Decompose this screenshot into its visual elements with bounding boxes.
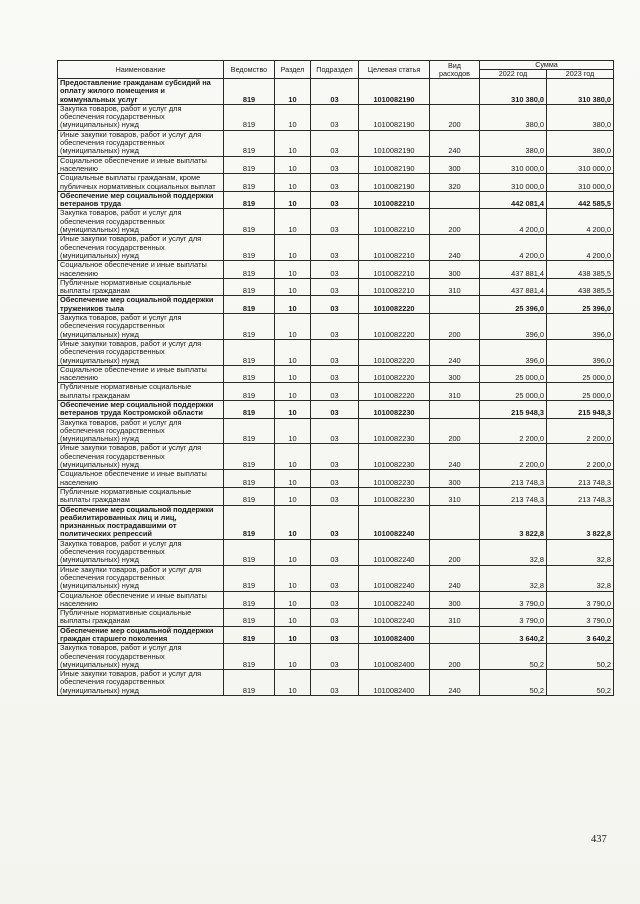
cell-razdel: 10 (275, 261, 311, 279)
cell-expense-type: 310 (430, 278, 480, 296)
cell-razdel: 10 (275, 130, 311, 156)
cell-target-article: 1010082220 (359, 296, 430, 314)
cell-podrazdel: 03 (311, 314, 359, 340)
cell-target-article: 1010082220 (359, 314, 430, 340)
cell-podrazdel: 03 (311, 191, 359, 209)
cell-vedomstvo: 819 (224, 365, 275, 383)
cell-expense-type: 200 (430, 644, 480, 670)
table-row (58, 278, 614, 296)
cell-target-article: 1010082230 (359, 487, 430, 505)
cell-vedomstvo: 819 (224, 235, 275, 261)
cell-vedomstvo: 819 (224, 339, 275, 365)
cell-target-article: 1010082240 (359, 609, 430, 627)
table-row (58, 626, 614, 644)
cell-sum-2022: 442 081,4 (480, 191, 547, 209)
cell-name: Публичные нормативные социальные выплаты гражданам (58, 487, 224, 505)
cell-podrazdel: 03 (311, 505, 359, 539)
cell-sum-2022: 3 790,0 (480, 591, 547, 609)
cell-sum-2023: 310 000,0 (547, 174, 614, 192)
table-row (58, 174, 614, 192)
cell-target-article: 1010082210 (359, 191, 430, 209)
cell-vedomstvo: 819 (224, 670, 275, 696)
cell-vedomstvo: 819 (224, 156, 275, 174)
cell-podrazdel: 03 (311, 444, 359, 470)
cell-vedomstvo: 819 (224, 487, 275, 505)
cell-expense-type: 240 (430, 670, 480, 696)
table-row (58, 383, 614, 401)
header-target-article: Целевая статья (359, 61, 430, 79)
table-row (58, 314, 614, 340)
header-expense-type: Вид расходов (430, 61, 480, 79)
cell-target-article: 1010082230 (359, 444, 430, 470)
cell-expense-type: 240 (430, 339, 480, 365)
cell-sum-2023: 3 640,2 (547, 626, 614, 644)
table-row (58, 191, 614, 209)
cell-name: Закупка товаров, работ и услуг для обеспечения государственных (муниципальных) нужд (58, 314, 224, 340)
cell-sum-2022: 310 000,0 (480, 174, 547, 192)
cell-name: Публичные нормативные социальные выплаты гражданам (58, 278, 224, 296)
cell-podrazdel: 03 (311, 470, 359, 488)
header-podrazdel: Подраздел (311, 61, 359, 79)
cell-podrazdel: 03 (311, 174, 359, 192)
budget-table (57, 60, 614, 696)
cell-name: Социальное обеспечение и иные выплаты населению (58, 261, 224, 279)
cell-razdel: 10 (275, 670, 311, 696)
cell-sum-2022: 213 748,3 (480, 470, 547, 488)
cell-vedomstvo: 819 (224, 209, 275, 235)
cell-vedomstvo: 819 (224, 444, 275, 470)
cell-vedomstvo: 819 (224, 79, 275, 105)
header-year-2023: 2023 год (547, 70, 614, 79)
cell-razdel: 10 (275, 191, 311, 209)
cell-name: Публичные нормативные социальные выплаты гражданам (58, 609, 224, 627)
cell-sum-2023: 2 200,0 (547, 444, 614, 470)
cell-target-article: 1010082400 (359, 626, 430, 644)
cell-sum-2023: 25 396,0 (547, 296, 614, 314)
cell-razdel: 10 (275, 539, 311, 565)
table-row (58, 609, 614, 627)
cell-expense-type: 300 (430, 591, 480, 609)
cell-name: Иные закупки товаров, работ и услуг для обеспечения государственных (муниципальных) нужд (58, 235, 224, 261)
cell-razdel: 10 (275, 470, 311, 488)
cell-name: Закупка товаров, работ и услуг для обеспечения государственных (муниципальных) нужд (58, 539, 224, 565)
page-number: 437 (591, 834, 607, 845)
cell-sum-2023: 396,0 (547, 339, 614, 365)
table-row (58, 209, 614, 235)
cell-name: Обеспечение мер социальной поддержки реабилитированных лиц и лиц, признанных пострадавшими от политических репрессий (58, 505, 224, 539)
cell-sum-2023: 310 000,0 (547, 156, 614, 174)
table-row (58, 418, 614, 444)
cell-podrazdel: 03 (311, 539, 359, 565)
table-row (58, 644, 614, 670)
cell-razdel: 10 (275, 104, 311, 130)
table-row (58, 296, 614, 314)
cell-podrazdel: 03 (311, 261, 359, 279)
cell-podrazdel: 03 (311, 79, 359, 105)
cell-razdel: 10 (275, 296, 311, 314)
cell-podrazdel: 03 (311, 626, 359, 644)
cell-podrazdel: 03 (311, 383, 359, 401)
cell-target-article: 1010082220 (359, 365, 430, 383)
cell-expense-type (430, 296, 480, 314)
cell-podrazdel: 03 (311, 235, 359, 261)
cell-sum-2023: 442 585,5 (547, 191, 614, 209)
cell-target-article: 1010082210 (359, 261, 430, 279)
cell-expense-type (430, 191, 480, 209)
header-name: Наименование (58, 61, 224, 79)
cell-expense-type: 300 (430, 470, 480, 488)
table-row (58, 365, 614, 383)
cell-razdel: 10 (275, 365, 311, 383)
cell-name: Предоставление гражданам субсидий на оплату жилого помещения и коммунальных услуг (58, 79, 224, 105)
cell-vedomstvo: 819 (224, 296, 275, 314)
cell-target-article: 1010082220 (359, 339, 430, 365)
cell-vedomstvo: 819 (224, 505, 275, 539)
cell-sum-2022: 437 881,4 (480, 261, 547, 279)
cell-razdel: 10 (275, 339, 311, 365)
cell-vedomstvo: 819 (224, 591, 275, 609)
cell-podrazdel: 03 (311, 296, 359, 314)
cell-vedomstvo: 819 (224, 174, 275, 192)
cell-sum-2023: 32,8 (547, 565, 614, 591)
cell-podrazdel: 03 (311, 156, 359, 174)
cell-vedomstvo: 819 (224, 104, 275, 130)
table-row (58, 156, 614, 174)
cell-sum-2022: 32,8 (480, 565, 547, 591)
cell-sum-2023: 213 748,3 (547, 487, 614, 505)
table-row (58, 261, 614, 279)
cell-name: Иные закупки товаров, работ и услуг для обеспечения государственных (муниципальных) нужд (58, 565, 224, 591)
cell-target-article: 1010082190 (359, 79, 430, 105)
cell-vedomstvo: 819 (224, 626, 275, 644)
cell-expense-type: 300 (430, 365, 480, 383)
cell-name: Обеспечение мер социальной поддержки граждан старшего поколения (58, 626, 224, 644)
cell-target-article: 1010082230 (359, 418, 430, 444)
cell-name: Социальное обеспечение и иные выплаты населению (58, 156, 224, 174)
cell-podrazdel: 03 (311, 209, 359, 235)
cell-expense-type (430, 400, 480, 418)
cell-name: Публичные нормативные социальные выплаты гражданам (58, 383, 224, 401)
cell-vedomstvo: 819 (224, 314, 275, 340)
cell-expense-type: 240 (430, 235, 480, 261)
cell-sum-2023: 2 200,0 (547, 418, 614, 444)
cell-target-article: 1010082240 (359, 591, 430, 609)
cell-vedomstvo: 819 (224, 130, 275, 156)
table-row (58, 104, 614, 130)
table-header (58, 61, 614, 79)
cell-sum-2023: 438 385,5 (547, 261, 614, 279)
cell-podrazdel: 03 (311, 565, 359, 591)
cell-sum-2022: 4 200,0 (480, 235, 547, 261)
cell-vedomstvo: 819 (224, 470, 275, 488)
cell-expense-type: 200 (430, 539, 480, 565)
cell-sum-2023: 3 822,8 (547, 505, 614, 539)
table-body (58, 79, 614, 696)
cell-sum-2022: 2 200,0 (480, 444, 547, 470)
cell-name: Обеспечение мер социальной поддержки тружеников тыла (58, 296, 224, 314)
cell-sum-2023: 396,0 (547, 314, 614, 340)
cell-target-article: 1010082240 (359, 505, 430, 539)
cell-sum-2022: 2 200,0 (480, 418, 547, 444)
table-row (58, 235, 614, 261)
cell-expense-type (430, 79, 480, 105)
cell-razdel: 10 (275, 444, 311, 470)
cell-vedomstvo: 819 (224, 644, 275, 670)
cell-sum-2022: 3 790,0 (480, 609, 547, 627)
cell-expense-type: 240 (430, 444, 480, 470)
table-row (58, 79, 614, 105)
cell-sum-2022: 213 748,3 (480, 487, 547, 505)
cell-podrazdel: 03 (311, 609, 359, 627)
table-row (58, 400, 614, 418)
cell-target-article: 1010082190 (359, 130, 430, 156)
table-row (58, 444, 614, 470)
cell-sum-2022: 215 948,3 (480, 400, 547, 418)
cell-razdel: 10 (275, 418, 311, 444)
cell-sum-2023: 3 790,0 (547, 591, 614, 609)
cell-razdel: 10 (275, 383, 311, 401)
cell-razdel: 10 (275, 209, 311, 235)
cell-sum-2023: 25 000,0 (547, 383, 614, 401)
cell-sum-2023: 4 200,0 (547, 235, 614, 261)
cell-name: Социальное обеспечение и иные выплаты населению (58, 470, 224, 488)
cell-name: Социальное обеспечение и иные выплаты населению (58, 365, 224, 383)
cell-razdel: 10 (275, 505, 311, 539)
cell-sum-2022: 50,2 (480, 644, 547, 670)
cell-sum-2023: 215 948,3 (547, 400, 614, 418)
cell-expense-type: 200 (430, 418, 480, 444)
cell-name: Обеспечение мер социальной поддержки ветеранов труда (58, 191, 224, 209)
cell-expense-type: 320 (430, 174, 480, 192)
cell-name: Социальные выплаты гражданам, кроме публичных нормативных социальных выплат (58, 174, 224, 192)
cell-vedomstvo: 819 (224, 418, 275, 444)
cell-sum-2022: 25 000,0 (480, 365, 547, 383)
cell-sum-2023: 438 385,5 (547, 278, 614, 296)
cell-razdel: 10 (275, 79, 311, 105)
cell-name: Закупка товаров, работ и услуг для обеспечения государственных (муниципальных) нужд (58, 418, 224, 444)
cell-vedomstvo: 819 (224, 278, 275, 296)
cell-target-article: 1010082210 (359, 278, 430, 296)
cell-razdel: 10 (275, 626, 311, 644)
cell-name: Иные закупки товаров, работ и услуг для обеспечения государственных (муниципальных) нужд (58, 339, 224, 365)
cell-podrazdel: 03 (311, 365, 359, 383)
cell-sum-2023: 310 380,0 (547, 79, 614, 105)
cell-podrazdel: 03 (311, 130, 359, 156)
cell-name: Закупка товаров, работ и услуг для обеспечения государственных (муниципальных) нужд (58, 644, 224, 670)
cell-podrazdel: 03 (311, 278, 359, 296)
table-row (58, 505, 614, 539)
cell-podrazdel: 03 (311, 591, 359, 609)
cell-podrazdel: 03 (311, 644, 359, 670)
cell-target-article: 1010082240 (359, 565, 430, 591)
cell-vedomstvo: 819 (224, 261, 275, 279)
cell-razdel: 10 (275, 278, 311, 296)
cell-sum-2022: 50,2 (480, 670, 547, 696)
cell-expense-type: 240 (430, 130, 480, 156)
cell-target-article: 1010082400 (359, 644, 430, 670)
cell-vedomstvo: 819 (224, 383, 275, 401)
cell-razdel: 10 (275, 565, 311, 591)
header-razdel: Раздел (275, 61, 311, 79)
cell-name: Закупка товаров, работ и услуг для обеспечения государственных (муниципальных) нужд (58, 209, 224, 235)
cell-podrazdel: 03 (311, 400, 359, 418)
cell-razdel: 10 (275, 591, 311, 609)
cell-sum-2022: 3 822,8 (480, 505, 547, 539)
cell-vedomstvo: 819 (224, 539, 275, 565)
cell-sum-2022: 310 000,0 (480, 156, 547, 174)
cell-podrazdel: 03 (311, 104, 359, 130)
table-row (58, 565, 614, 591)
cell-target-article: 1010082230 (359, 470, 430, 488)
cell-podrazdel: 03 (311, 487, 359, 505)
cell-target-article: 1010082190 (359, 174, 430, 192)
cell-name: Закупка товаров, работ и услуг для обеспечения государственных (муниципальных) нужд (58, 104, 224, 130)
cell-podrazdel: 03 (311, 339, 359, 365)
cell-razdel: 10 (275, 609, 311, 627)
cell-sum-2023: 380,0 (547, 130, 614, 156)
cell-target-article: 1010082400 (359, 670, 430, 696)
cell-sum-2023: 32,8 (547, 539, 614, 565)
header-year-2022: 2022 год (480, 70, 547, 79)
cell-target-article: 1010082210 (359, 235, 430, 261)
cell-vedomstvo: 819 (224, 609, 275, 627)
header-vedomstvo: Ведомство (224, 61, 275, 79)
cell-target-article: 1010082190 (359, 104, 430, 130)
cell-expense-type: 200 (430, 314, 480, 340)
cell-vedomstvo: 819 (224, 565, 275, 591)
cell-expense-type: 300 (430, 261, 480, 279)
cell-sum-2023: 25 000,0 (547, 365, 614, 383)
cell-expense-type: 310 (430, 609, 480, 627)
table-row (58, 487, 614, 505)
cell-razdel: 10 (275, 156, 311, 174)
cell-target-article: 1010082220 (359, 383, 430, 401)
cell-expense-type: 200 (430, 209, 480, 235)
cell-razdel: 10 (275, 235, 311, 261)
cell-expense-type: 310 (430, 383, 480, 401)
cell-sum-2023: 3 790,0 (547, 609, 614, 627)
table-row (58, 539, 614, 565)
cell-sum-2022: 380,0 (480, 130, 547, 156)
cell-name: Обеспечение мер социальной поддержки ветеранов труда Костромской области (58, 400, 224, 418)
cell-sum-2023: 50,2 (547, 644, 614, 670)
cell-razdel: 10 (275, 644, 311, 670)
cell-name: Иные закупки товаров, работ и услуг для обеспечения государственных (муниципальных) нужд (58, 130, 224, 156)
cell-sum-2022: 380,0 (480, 104, 547, 130)
cell-razdel: 10 (275, 487, 311, 505)
cell-sum-2022: 396,0 (480, 314, 547, 340)
cell-vedomstvo: 819 (224, 191, 275, 209)
cell-expense-type (430, 626, 480, 644)
cell-sum-2023: 4 200,0 (547, 209, 614, 235)
cell-target-article: 1010082190 (359, 156, 430, 174)
table-row (58, 339, 614, 365)
cell-name: Иные закупки товаров, работ и услуг для обеспечения государственных (муниципальных) нужд (58, 444, 224, 470)
cell-expense-type: 300 (430, 156, 480, 174)
cell-name: Иные закупки товаров, работ и услуг для обеспечения государственных (муниципальных) нужд (58, 670, 224, 696)
cell-sum-2023: 50,2 (547, 670, 614, 696)
cell-podrazdel: 03 (311, 418, 359, 444)
cell-sum-2022: 25 396,0 (480, 296, 547, 314)
cell-expense-type: 240 (430, 565, 480, 591)
cell-sum-2022: 4 200,0 (480, 209, 547, 235)
cell-expense-type: 200 (430, 104, 480, 130)
cell-target-article: 1010082210 (359, 209, 430, 235)
cell-vedomstvo: 819 (224, 400, 275, 418)
cell-sum-2022: 396,0 (480, 339, 547, 365)
header-sum: Сумма (480, 61, 614, 70)
cell-target-article: 1010082230 (359, 400, 430, 418)
cell-expense-type (430, 505, 480, 539)
cell-name: Социальное обеспечение и иные выплаты населению (58, 591, 224, 609)
cell-sum-2022: 32,8 (480, 539, 547, 565)
cell-sum-2023: 380,0 (547, 104, 614, 130)
cell-sum-2022: 310 380,0 (480, 79, 547, 105)
cell-sum-2022: 437 881,4 (480, 278, 547, 296)
cell-expense-type: 310 (430, 487, 480, 505)
cell-sum-2022: 25 000,0 (480, 383, 547, 401)
table-row (58, 470, 614, 488)
table-row (58, 670, 614, 696)
cell-razdel: 10 (275, 314, 311, 340)
cell-sum-2022: 3 640,2 (480, 626, 547, 644)
table-row (58, 591, 614, 609)
cell-razdel: 10 (275, 400, 311, 418)
cell-razdel: 10 (275, 174, 311, 192)
cell-sum-2023: 213 748,3 (547, 470, 614, 488)
cell-target-article: 1010082240 (359, 539, 430, 565)
cell-podrazdel: 03 (311, 670, 359, 696)
table-row (58, 130, 614, 156)
